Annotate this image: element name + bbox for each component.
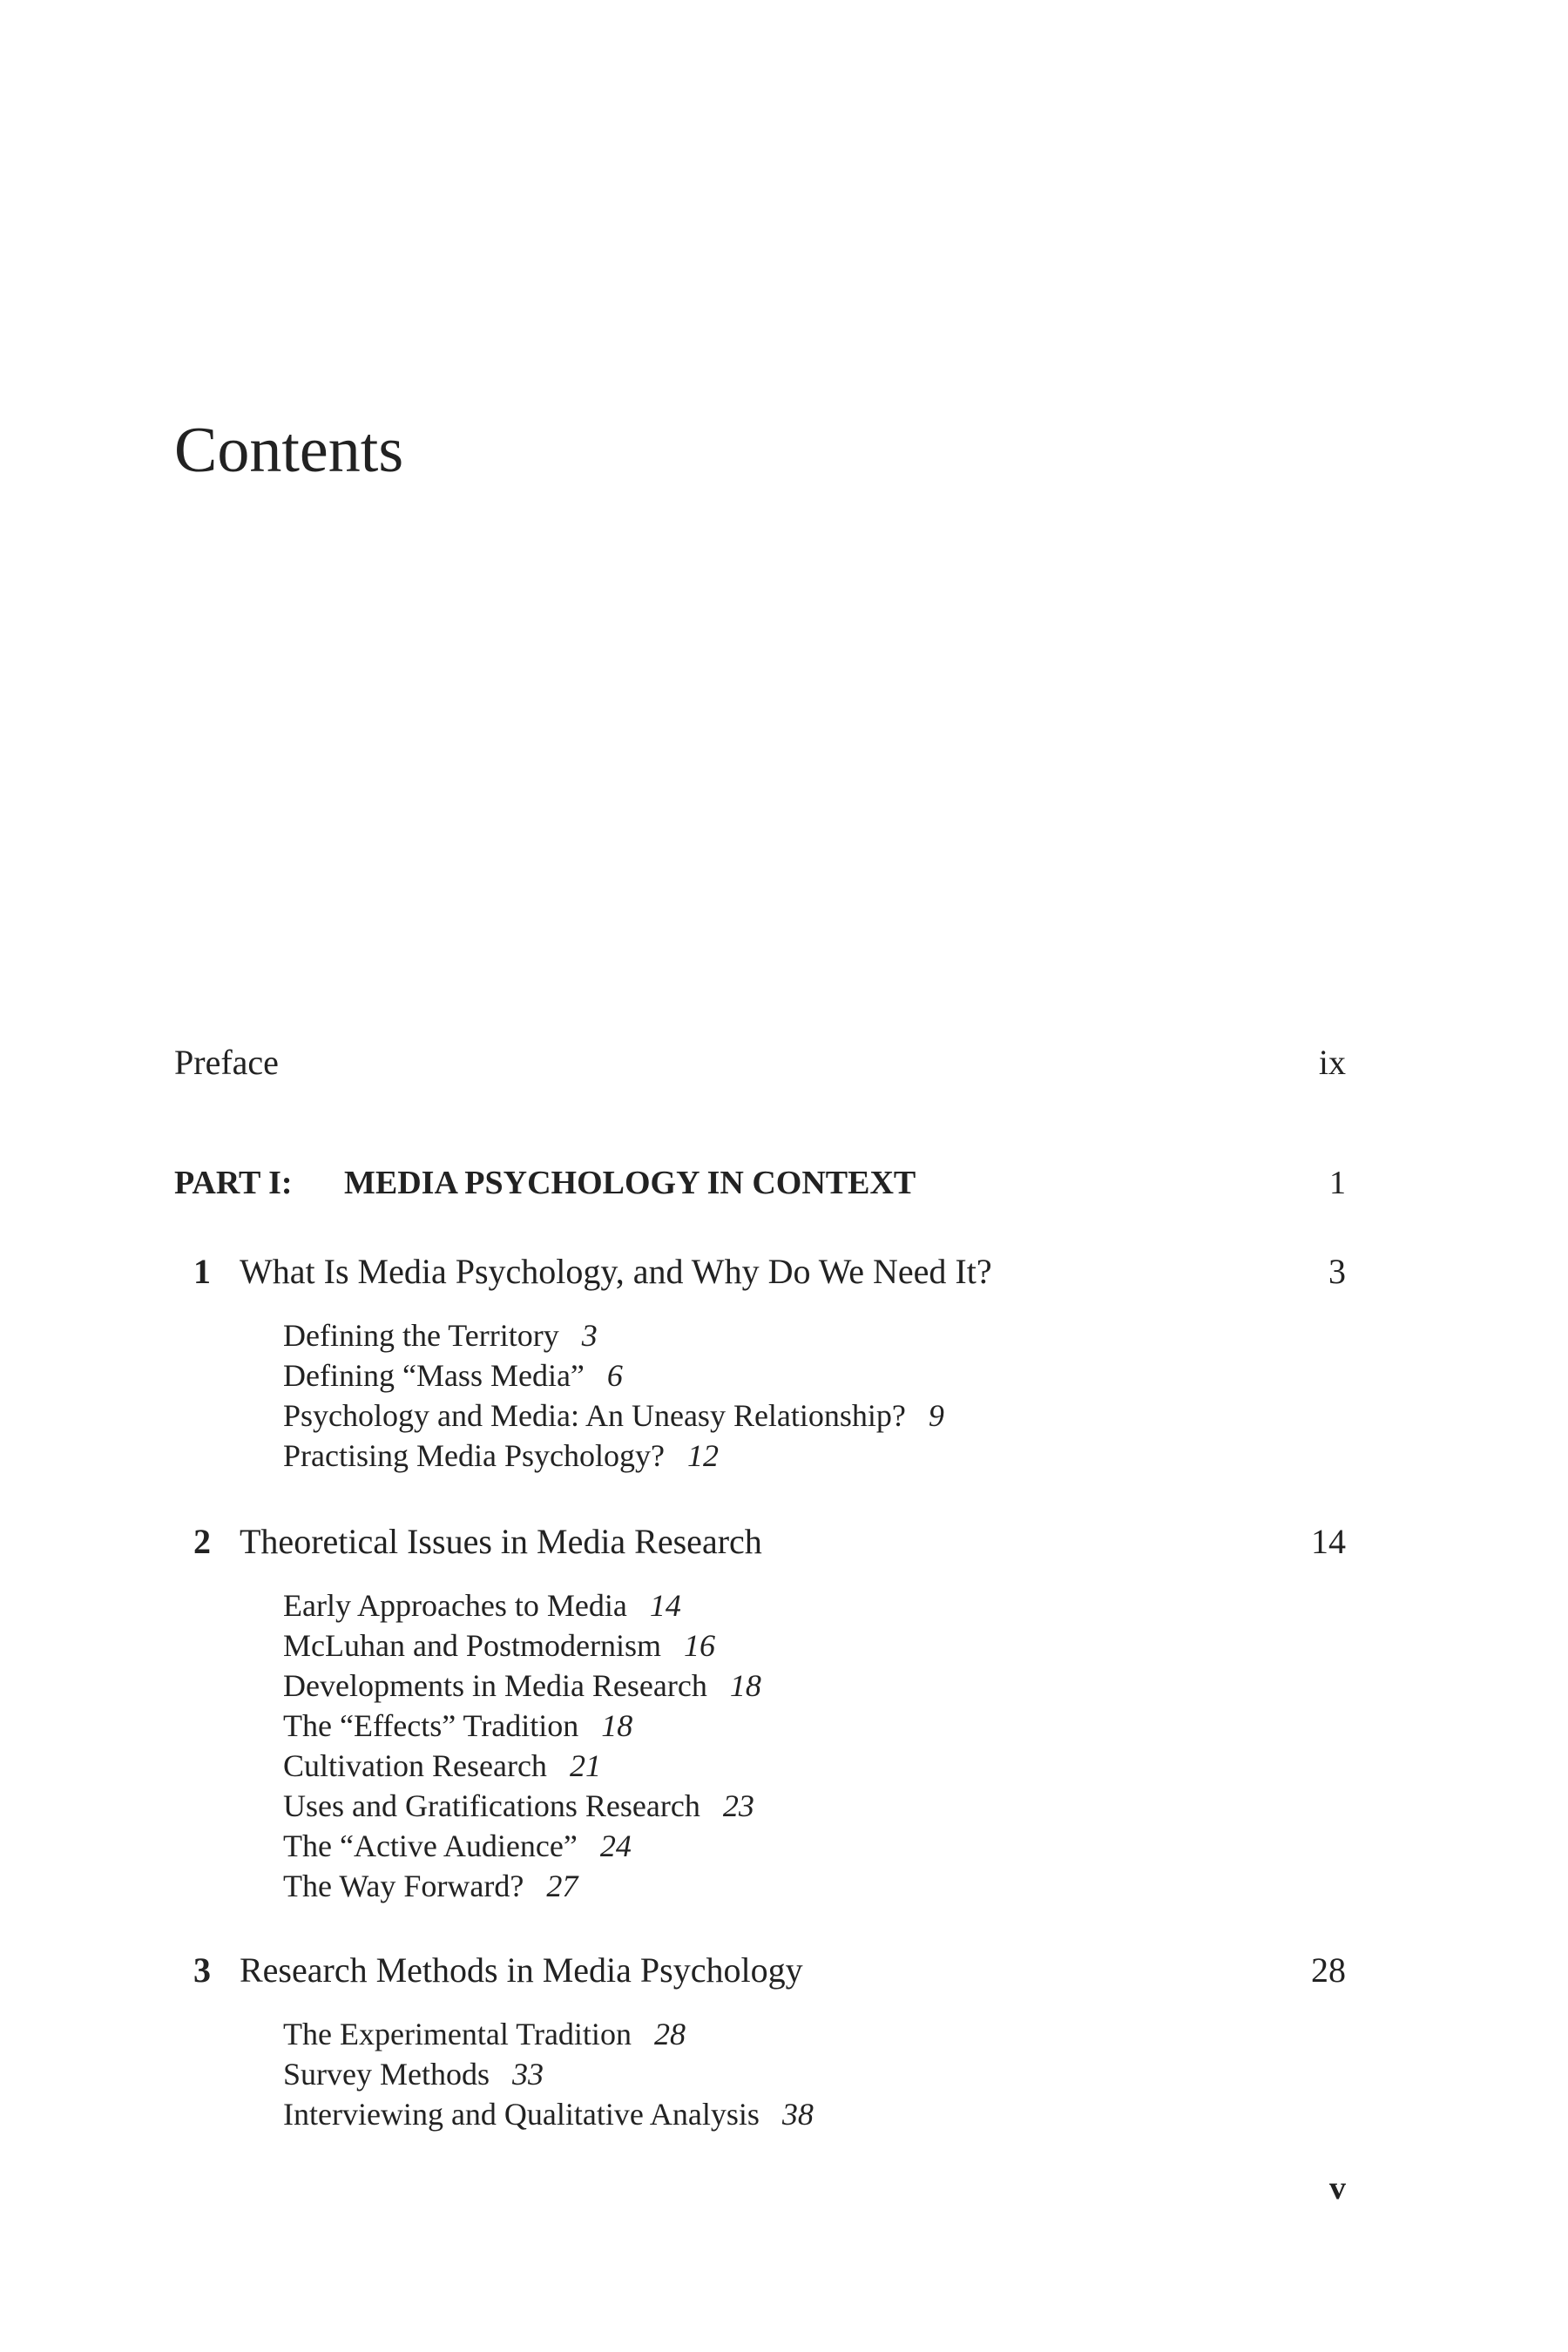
section-page: 23: [722, 1788, 754, 1823]
toc-section[interactable]: [283, 1355, 944, 1396]
part-page: 1: [1329, 1165, 1346, 1201]
toc-section[interactable]: [283, 1866, 761, 1906]
section-page: 14: [649, 1588, 681, 1623]
section-title: Developments in Media Research: [283, 1668, 707, 1703]
section-page: 24: [599, 1828, 632, 1863]
section-page: 28: [653, 2017, 686, 2051]
section-title: Practising Media Psychology?: [283, 1438, 665, 1473]
section-page: 6: [606, 1358, 623, 1393]
chapter-1-sections: [283, 1315, 944, 1476]
chapter-number: 2: [193, 1522, 211, 1561]
toc-part-1[interactable]: [174, 1161, 1346, 1205]
part-label: PART I:: [174, 1165, 293, 1201]
toc-section[interactable]: [283, 1786, 761, 1826]
section-title: Cultivation Research: [283, 1748, 547, 1783]
toc-chapter-3[interactable]: [174, 1949, 1346, 1992]
section-title: McLuhan and Postmodernism: [283, 1628, 661, 1663]
toc-section[interactable]: [283, 1436, 944, 1476]
section-page: 18: [729, 1668, 761, 1703]
section-page: 38: [781, 2097, 814, 2132]
toc-section[interactable]: [283, 1706, 761, 1746]
toc-section[interactable]: [283, 1396, 944, 1436]
toc-section[interactable]: [283, 1585, 761, 1625]
chapter-title: What Is Media Psychology, and Why Do We Need It?: [240, 1252, 992, 1291]
section-page: 16: [683, 1628, 715, 1663]
section-page: 3: [581, 1318, 598, 1353]
section-title: Defining the Territory: [283, 1318, 559, 1353]
toc-preface[interactable]: [174, 1041, 1346, 1085]
toc-section[interactable]: [283, 2014, 814, 2054]
chapter-page: 28: [1311, 1950, 1346, 1990]
section-title: Psychology and Media: An Uneasy Relationship?: [283, 1398, 906, 1433]
chapter-page: 14: [1311, 1522, 1346, 1561]
preface-label: Preface: [174, 1043, 279, 1082]
toc-section[interactable]: [283, 1666, 761, 1706]
section-page: 18: [601, 1708, 633, 1743]
toc-chapter-2[interactable]: [174, 1520, 1346, 1564]
section-page: 12: [686, 1438, 719, 1473]
section-title: Survey Methods: [283, 2057, 490, 2092]
section-page: 21: [569, 1748, 601, 1783]
chapter-3-sections: [283, 2014, 814, 2134]
toc-section[interactable]: [283, 1315, 944, 1355]
chapter-title: Research Methods in Media Psychology: [240, 1950, 803, 1990]
chapter-page: 3: [1328, 1252, 1346, 1291]
section-title: Defining “Mass Media”: [283, 1358, 585, 1393]
page-title: Contents: [174, 415, 404, 486]
section-page: 9: [928, 1398, 944, 1433]
section-title: Early Approaches to Media: [283, 1588, 627, 1623]
section-title: Interviewing and Qualitative Analysis: [283, 2097, 760, 2132]
toc-section[interactable]: [283, 1625, 761, 1666]
toc-chapter-1[interactable]: [174, 1250, 1346, 1294]
section-title: The Way Forward?: [283, 1869, 524, 1903]
chapter-2-sections: [283, 1585, 761, 1906]
section-title: The Experimental Tradition: [283, 2017, 632, 2051]
section-title: The “Effects” Tradition: [283, 1708, 579, 1743]
section-title: The “Active Audience”: [283, 1828, 578, 1863]
section-page: 33: [512, 2057, 544, 2092]
section-page: 27: [546, 1869, 578, 1903]
chapter-title: Theoretical Issues in Media Research: [240, 1522, 762, 1561]
part-title: MEDIA PSYCHOLOGY IN CONTEXT: [344, 1165, 916, 1201]
preface-page: ix: [1318, 1043, 1346, 1082]
chapter-number: 1: [193, 1252, 211, 1291]
toc-section[interactable]: [283, 1826, 761, 1866]
page-folio: v: [1329, 2170, 1346, 2207]
toc-section[interactable]: [283, 1746, 761, 1786]
chapter-number: 3: [193, 1950, 211, 1990]
toc-section[interactable]: [283, 2054, 814, 2094]
section-title: Uses and Gratifications Research: [283, 1788, 700, 1823]
toc-section[interactable]: [283, 2094, 814, 2134]
